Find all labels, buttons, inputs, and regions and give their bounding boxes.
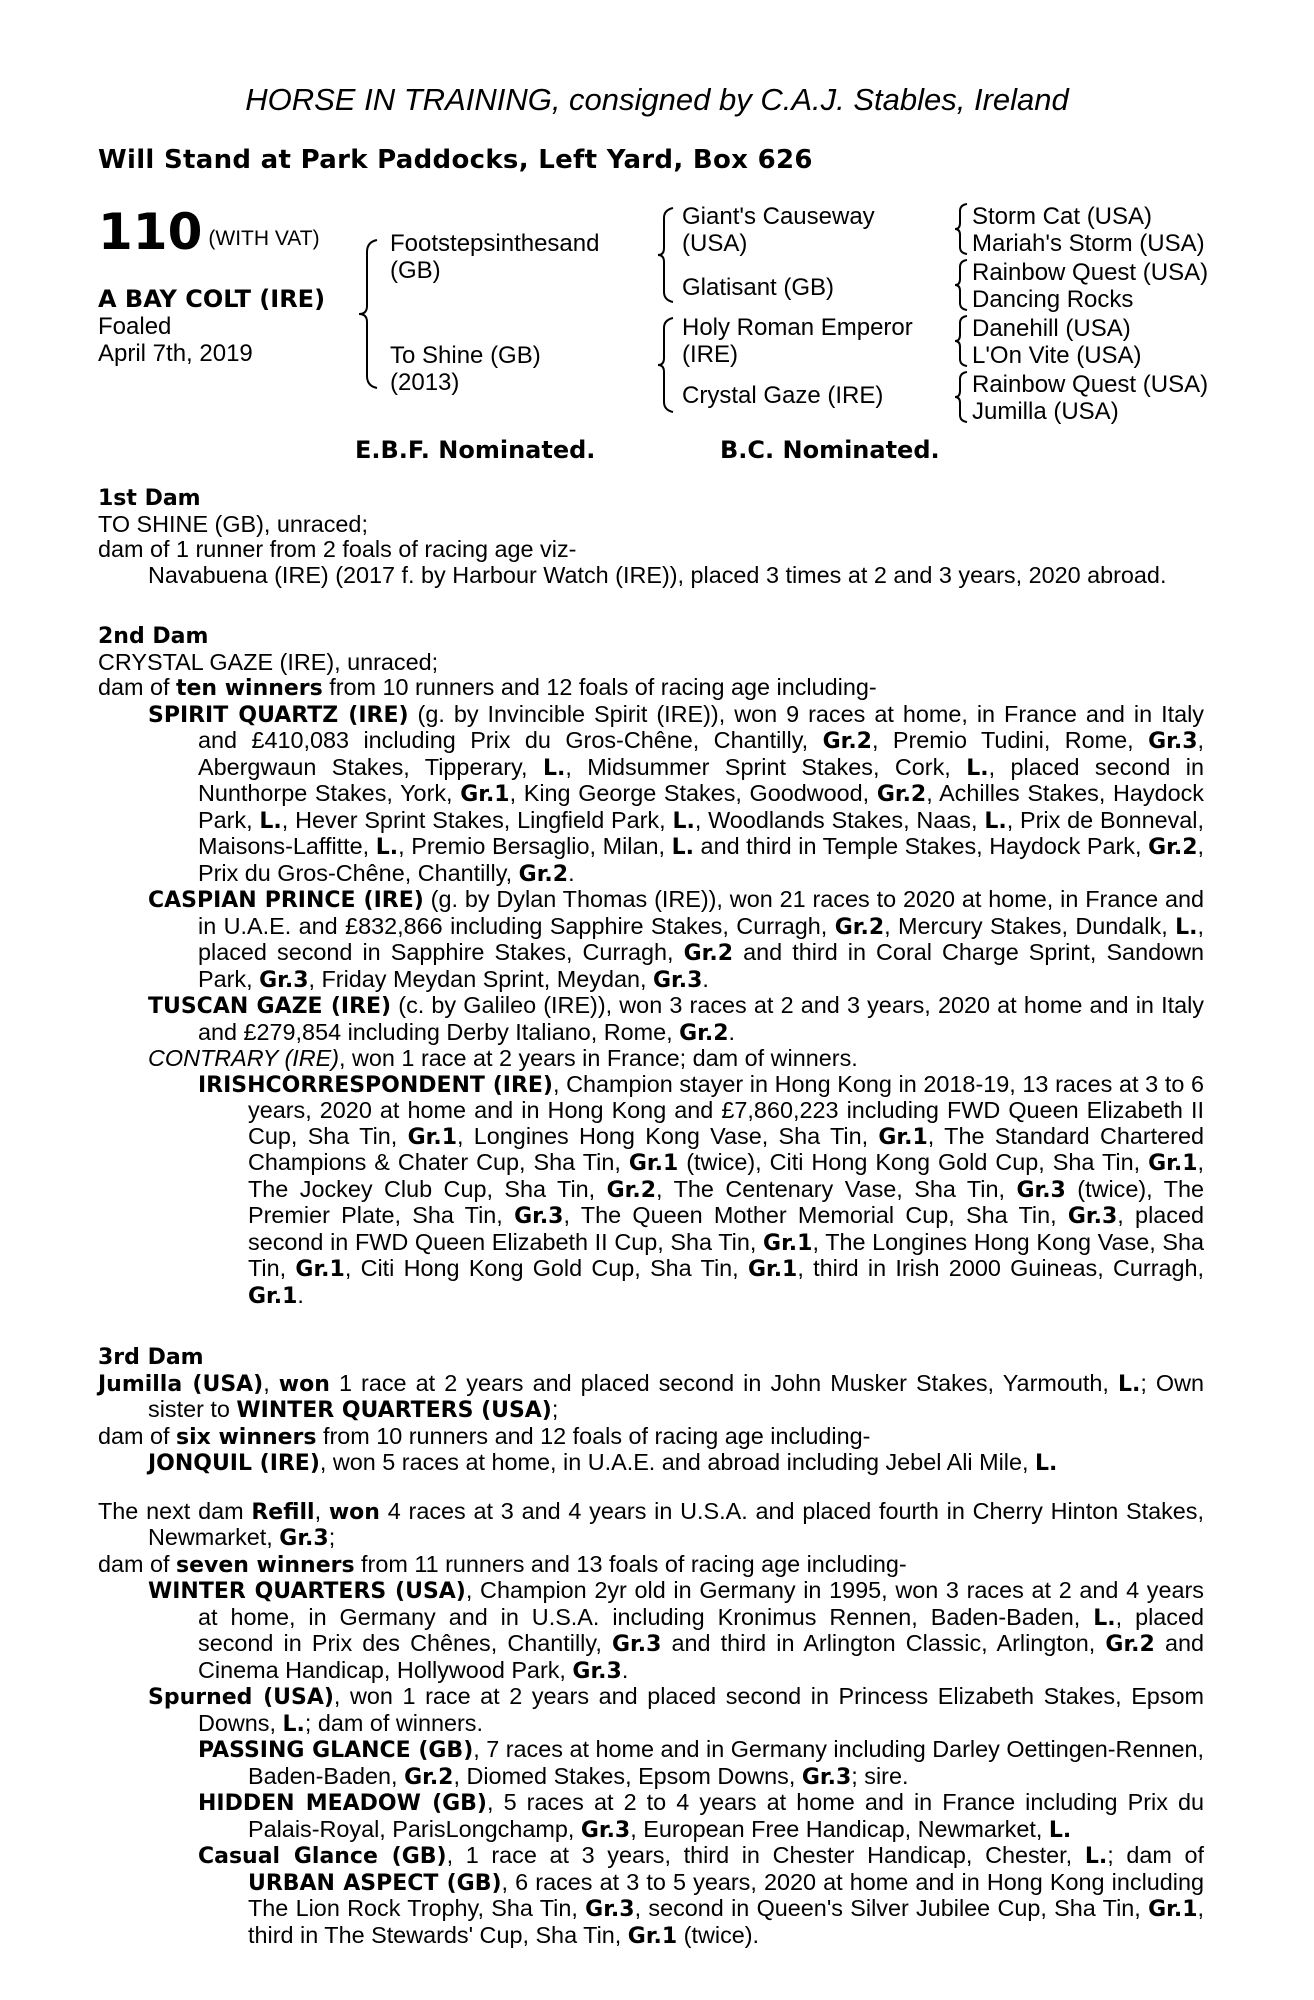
gen3-name: Rainbow Quest (USA) — [972, 371, 1209, 398]
gen3-name: Storm Cat (USA) — [972, 203, 1153, 230]
next-dam-produce: dam of seven winners from 11 runners and 13 foals of racing age including- — [98, 1550, 907, 1578]
pedigree-dam-sire — [682, 314, 913, 368]
runner-spirit-quartz: SPIRIT QUARTZ (IRE) (g. by Invincible Spirit (IRE)), won 9 races at home, in France and in Italy and £410,083 including Prix du Gros-Chêne, Chantilly, Gr.2, Premio Tudini, Rome, Gr.3, Abergwaun Stakes, Tipperary, L., Midsummer Sprint Stakes, Cork, L., placed second in Nunthorpe Stakes, York, Gr.1, King George Stakes, Goodwood, Gr.2, Achilles Stakes, Haydock Park, L., Hever Sprint Stakes, Lingfield Park, L., Woodlands Stakes, Naas, L., Prix de Bonneval, Maisons-Laffitte, L., Premio Bersaglio, Milan, L. and third in Temple Stakes, Haydock Park, Gr.2, Prix du Gros-Chêne, Chantilly, Gr.2. — [148, 700, 1204, 887]
pedigree-dam — [390, 342, 541, 396]
pedigree-brace-g3-4 — [952, 370, 972, 424]
gen3-name: Mariah's Storm (USA) — [972, 230, 1205, 257]
horse-name: A BAY COLT (IRE) — [98, 285, 326, 313]
ebf-nominated: E.B.F. Nominated. — [355, 436, 596, 464]
next-dam-refill: The next dam Refill, won 4 races at 3 and 4 years in U.S.A. and placed fourth in Cherry Hinton Stakes, Newmarket, Gr.3; — [98, 1497, 1204, 1551]
gen3-name: Rainbow Quest (USA) — [972, 259, 1209, 286]
third-dam-jumilla: Jumilla (USA), won 1 race at 2 years and placed second in John Musker Stakes, Yarmouth, L.; Own sister to WINTER QUARTERS (USA); — [98, 1369, 1205, 1423]
sire-country: (GB) — [390, 257, 441, 284]
catalogue-body — [98, 486, 1204, 1949]
second-dam-line: CRYSTAL GAZE (IRE), unraced; — [98, 648, 439, 675]
pedigree-brace-dam — [655, 316, 679, 414]
dam-name: To Shine (GB) — [390, 342, 541, 369]
vat-label: (WITH VAT) — [208, 227, 320, 250]
pedigree-gen3 — [972, 203, 1208, 425]
runner-caspian-prince: CASPIAN PRINCE (IRE) (g. by Dylan Thomas (IRE)), won 21 races to 2020 at home, in France and in U.A.E. and £832,866 including Sapphire Stakes, Curragh, Gr.2, Mercury Stakes, Dundalk, L., placed second in Sapphire Stakes, Curragh, Gr.2 and third in Coral Charge Sprint, Sandown Park, Gr.3, Friday Meydan Sprint, Meydan, Gr.3. — [148, 886, 1204, 993]
runner-contrary: CONTRARY (IRE), won 1 race at 2 years in France; dam of winners. — [148, 1045, 858, 1071]
pedigree-sire — [390, 230, 599, 284]
runner-tuscan-gaze: TUSCAN GAZE (IRE) (c. by Galileo (IRE)), won 3 races at 2 and 3 years, 2020 at home and in Italy and £279,854 including Derby Italiano, Rome, Gr.2. — [148, 992, 1204, 1046]
runner-winter-quarters: WINTER QUARTERS (USA), Champion 2yr old in Germany in 1995, won 3 races at 2 and 4 years at home, in Germany and in U.S.A. including Kronimus Rennen, Baden-Baden, L., placed second in Prix des Chênes, Chantilly, Gr.3 and third in Arlington Classic, Arlington, Gr.2 and Cinema Handicap, Hollywood Park, Gr.3. — [148, 1577, 1205, 1684]
first-dam-foal: Navabuena (IRE) (2017 f. by Harbour Watch (IRE)), placed 3 times at 2 and 3 years, 2020 abroad. — [148, 561, 1167, 588]
lot-number-value: 110 — [98, 203, 203, 261]
foaled-label: Foaled — [98, 313, 172, 340]
section-title-third-dam: 3rd Dam — [98, 1345, 204, 1370]
pedigree-brace-sire — [655, 206, 679, 304]
sire-sire-name: Giant's Causeway — [682, 203, 875, 230]
section-title-first-dam: 1st Dam — [98, 486, 201, 511]
gen3-name: Dancing Rocks — [972, 286, 1134, 313]
sire-sire-country: (USA) — [682, 230, 748, 257]
runner-hidden-meadow: HIDDEN MEADOW (GB), 5 races at 2 to 4 years at home and in France including Prix du Palais-Royal, ParisLongchamp, Gr.3, European Free Handicap, Newmarket, L. — [198, 1789, 1204, 1843]
runner-spurned: Spurned (USA), won 1 race at 2 years and placed second in Princess Elizabeth Stakes, Epsom Downs, L.; dam of winners. — [148, 1683, 1205, 1737]
pedigree-brace-g3-3 — [952, 314, 972, 368]
pedigree-brace-g3-1 — [952, 202, 972, 256]
pedigree-brace-main — [355, 238, 385, 390]
first-dam-line: TO SHINE (GB), unraced; — [98, 510, 368, 537]
gen3-name: Danehill (USA) — [972, 315, 1131, 342]
dam-year: (2013) — [390, 369, 460, 396]
sire-name: Footstepsinthesand — [390, 230, 600, 257]
runner-casual-glance: Casual Glance (GB), 1 race at 3 years, third in Chester Handicap, Chester, L.; dam of URBAN ASPECT (GB), 6 races at 3 to 5 years, 2020 at home and in Hong Kong including The Lion Rock Trophy, Sha Tin, Gr.3, second in Queen's Silver Jubilee Cup, Sha Tin, Gr.1, third in The Stewards' Cup, Sha Tin, Gr.1 (twice). — [198, 1842, 1205, 1949]
pedigree-sire-dam: Glatisant (GB) — [682, 274, 835, 301]
dam-sire-name: Holy Roman Emperor — [682, 314, 913, 341]
first-dam-line: dam of 1 runner from 2 foals of racing age viz- — [98, 536, 577, 562]
section-title-second-dam: 2nd Dam — [98, 624, 209, 649]
gen3-name: L'On Vite (USA) — [972, 342, 1142, 369]
second-dam-produce: dam of ten winners from 10 runners and 12 foals of racing age including- — [98, 674, 877, 701]
page-title: HORSE IN TRAINING, consigned by C.A.J. Stables, Ireland — [245, 82, 1069, 117]
pedigree-sire-sire — [682, 203, 875, 257]
foaled-date: April 7th, 2019 — [98, 340, 253, 367]
gen3-name: Jumilla (USA) — [972, 398, 1119, 425]
dam-sire-country: (IRE) — [682, 341, 738, 368]
bc-nominated: B.C. Nominated. — [720, 436, 940, 464]
runner-passing-glance: PASSING GLANCE (GB), 7 races at home and in Germany including Darley Oettingen-Rennen, Baden-Baden, Gr.2, Diomed Stakes, Epsom Downs, Gr.3; sire. — [198, 1736, 1204, 1790]
lot-number — [98, 203, 320, 261]
pedigree-brace-g3-2 — [952, 258, 972, 312]
pedigree-dam-dam: Crystal Gaze (IRE) — [682, 382, 884, 409]
third-dam-produce: dam of six winners from 10 runners and 12 foals of racing age including- — [98, 1422, 871, 1450]
horse-description — [98, 286, 325, 367]
runner-irishcorrespondent: IRISHCORRESPONDENT (IRE), Champion stayer in Hong Kong in 2018-19, 13 races at 3 to 6 years, 2020 at home and in Hong Kong and £7,860,223 including FWD Queen Elizabeth II Cup, Sha Tin, Gr.1, Longines Hong Kong Vase, Sha Tin, Gr.1, The Standard Chartered Champions & Chater Cup, Sha Tin, Gr.1 (twice), Citi Hong Kong Gold Cup, Sha Tin, Gr.1, The Jockey Club Cup, Sha Tin, Gr.2, The Centenary Vase, Sha Tin, Gr.3 (twice), The Premier Plate, Sha Tin, Gr.3, The Queen Mother Memorial Cup, Sha Tin, Gr.3, placed second in FWD Queen Elizabeth II Cup, Sha Tin, Gr.1, The Longines Hong Kong Vase, Sha Tin, Gr.1, Citi Hong Kong Gold Cup, Sha Tin, Gr.1, third in Irish 2000 Guineas, Curragh, Gr.1. — [198, 1070, 1205, 1309]
stand-location: Will Stand at Park Paddocks, Left Yard, Box 626 — [98, 145, 813, 175]
runner-jonquil: JONQUIL (IRE), won 5 races at home, in U.A.E. and abroad including Jebel Ali Mile, L. — [148, 1449, 1058, 1476]
